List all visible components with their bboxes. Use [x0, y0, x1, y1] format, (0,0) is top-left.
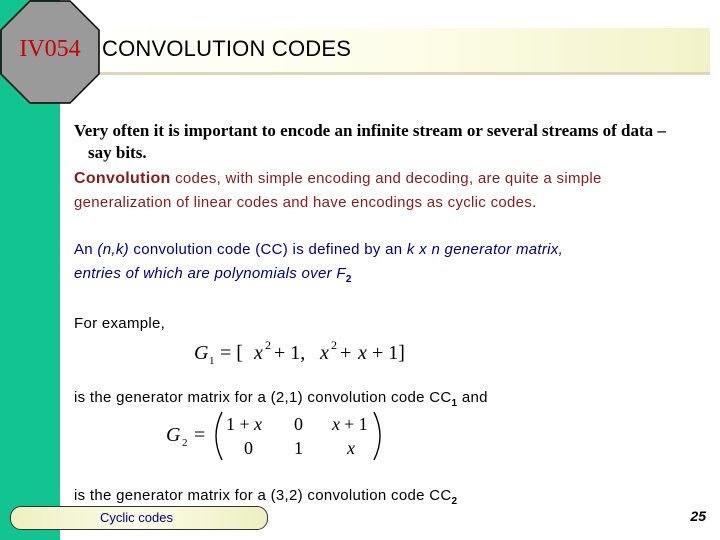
svg-text:+ 1: + 1 [344, 414, 368, 434]
definition-text-b: convolution code (CC) is defined by an [128, 241, 407, 258]
g1-description [74, 389, 488, 409]
convolution-line-2: generalization of linear codes and have encodings as cyclic codes [74, 194, 533, 211]
g2-formula [160, 408, 400, 464]
definition-kxn: k x n [406, 241, 441, 258]
svg-text:+ 1]: + 1] [372, 342, 405, 364]
svg-text:0: 0 [244, 438, 253, 458]
title-bar-shadow [60, 72, 710, 75]
paragraph-convolution [74, 167, 714, 215]
svg-text:1: 1 [209, 355, 215, 367]
definition-line-2: entries of which are polynomials over F [74, 265, 346, 282]
svg-text:2: 2 [265, 338, 271, 352]
paragraph-intro [74, 120, 714, 164]
g1-description-end: and [457, 389, 488, 406]
slide-title: CONVOLUTION CODES [102, 36, 352, 61]
svg-text:2: 2 [182, 437, 188, 449]
field-subscript: 2 [345, 274, 352, 285]
svg-text:x: x [254, 342, 263, 364]
svg-text:1: 1 [294, 438, 303, 458]
svg-text:x: x [320, 342, 329, 364]
definition-text-c: generator matrix, [440, 241, 564, 258]
definition-text-a: An [74, 241, 98, 258]
svg-text:1 +: 1 + [226, 414, 250, 434]
example-label: For example, [74, 315, 166, 332]
g2-description [74, 487, 457, 507]
svg-text:x: x [332, 414, 340, 434]
g2-subscript: 2 [451, 496, 458, 507]
page-number: 25 [690, 508, 706, 524]
definition-nk: (n,k) [97, 241, 129, 258]
convolution-term: Convolution [74, 170, 171, 187]
svg-text:x: x [254, 414, 262, 434]
paragraph-definition [74, 238, 714, 292]
svg-text:x: x [358, 342, 367, 364]
g1-formula [190, 336, 440, 370]
intro-line-1: Very often it is important to encode an infinite stream or several streams of data – [74, 121, 666, 140]
svg-text:+ 1,: + 1, [274, 342, 306, 364]
course-code: IV054 [19, 36, 81, 62]
convolution-line-1: codes, with simple encoding and decoding, are quite a simple [170, 170, 602, 187]
g1-description-text: is the generator matrix for a (2,1) convolution code CC [74, 389, 452, 406]
footer-label: Cyclic codes [100, 510, 173, 525]
svg-text:2: 2 [331, 338, 337, 352]
g1-subscript: 1 [451, 398, 458, 409]
svg-text:0: 0 [294, 414, 303, 434]
svg-text:x: x [347, 438, 355, 458]
convolution-period: . [532, 194, 537, 211]
svg-text:=: = [194, 424, 206, 446]
svg-text:= [: = [ [220, 342, 243, 364]
g2-description-text: is the generator matrix for a (3,2) convolution code CC [74, 487, 452, 504]
svg-text:G: G [166, 424, 181, 446]
intro-line-2: say bits. [88, 143, 147, 162]
svg-text:G: G [194, 342, 209, 364]
svg-text:+: + [340, 342, 352, 364]
